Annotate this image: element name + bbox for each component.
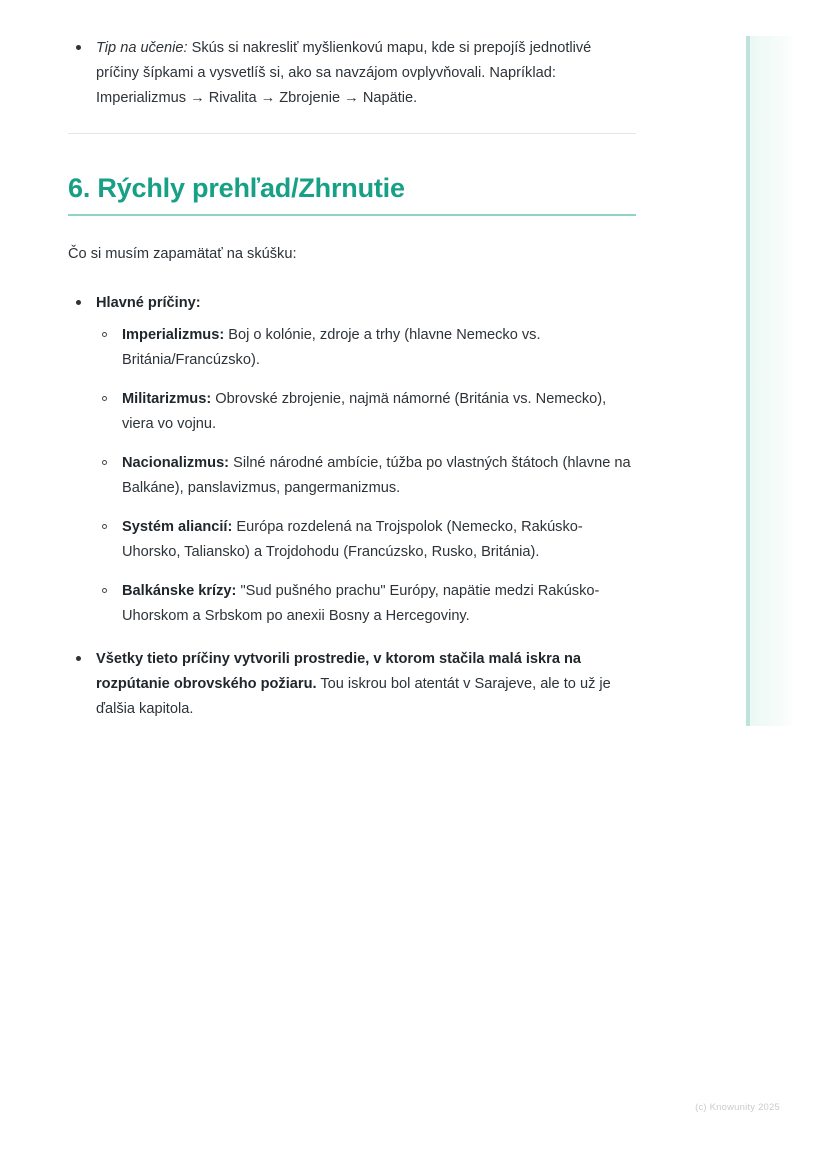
list-item	[96, 387, 638, 437]
list-item	[96, 451, 638, 501]
bullet-disc-icon	[76, 300, 81, 305]
list-item	[96, 515, 638, 565]
tip-label: Tip na učenie:	[96, 40, 188, 56]
tip-text: Skús si nakresliť myšlienkovú mapu, kde si prepojíš jednotlivé príčiny šípkami a vysvetlíš si, ako sa navzájom ovplyvňovali. Napríklad: Imperializmus → Rivalita → Zbrojenie → Napätie.	[96, 40, 592, 106]
side-accent-panel	[746, 36, 793, 726]
section-divider	[68, 133, 636, 134]
list-item	[68, 647, 638, 722]
cause-term: Militarizmus:	[122, 391, 212, 407]
main-bullet-label: Hlavné príčiny:	[96, 295, 201, 311]
document-content	[68, 36, 638, 732]
cause-text: Silné národné ambície, túžba po vlastných štátoch (hlavne na Balkáne), panslavizmus, pangermanizmus.	[122, 455, 631, 496]
summary-list	[68, 291, 638, 722]
page-title: 6. Rýchly prehľad/Zhrnutie	[68, 173, 405, 203]
bullet-disc-icon	[76, 656, 81, 661]
footer-copyright: (c) Knowunity 2025	[695, 1102, 780, 1113]
cause-term: Systém aliancií:	[122, 519, 233, 535]
bullet-circle-icon	[102, 332, 107, 337]
tip-list	[68, 36, 638, 111]
cause-term: Imperializmus:	[122, 327, 225, 343]
bullet-circle-icon	[102, 460, 107, 465]
side-accent-line	[746, 36, 750, 726]
list-item	[96, 579, 638, 629]
causes-list	[96, 323, 638, 629]
cause-term: Balkánske krízy:	[122, 583, 237, 599]
bullet-disc-icon	[76, 45, 81, 50]
bullet-circle-icon	[102, 524, 107, 529]
list-item	[68, 36, 638, 111]
list-item	[68, 291, 638, 629]
heading-underline	[68, 214, 636, 216]
section-lead-text: Čo si musím zapamätať na skúšku:	[68, 246, 297, 262]
cause-text: Európa rozdelená na Trojspolok (Nemecko, Rakúsko-Uhorsko, Taliansko) a Trojdohodu (Francúzsko, Rusko, Británia).	[122, 519, 583, 560]
bullet-circle-icon	[102, 396, 107, 401]
cause-term: Nacionalizmus:	[122, 455, 230, 471]
bullet-circle-icon	[102, 588, 107, 593]
cause-text: Obrovské zbrojenie, najmä námorné (Británia vs. Nemecko), viera vo vojnu.	[122, 391, 607, 432]
cause-text: Boj o kolónie, zdroje a trhy (hlavne Nemecko vs. Británia/Francúzsko).	[122, 327, 541, 368]
list-item	[96, 323, 638, 373]
conclusion-text: Tou iskrou bol atentát v Sarajeve, ale to už je ďalšia kapitola.	[96, 676, 611, 717]
cause-text: "Sud pušného prachu" Európy, napätie medzi Rakúsko-Uhorskom a Srbskom po anexii Bosny a Hercegoviny.	[122, 583, 600, 624]
conclusion-bold: Všetky tieto príčiny vytvorili prostredie, v ktorom stačila malá iskra na rozpútanie obrovského požiaru.	[96, 651, 582, 692]
